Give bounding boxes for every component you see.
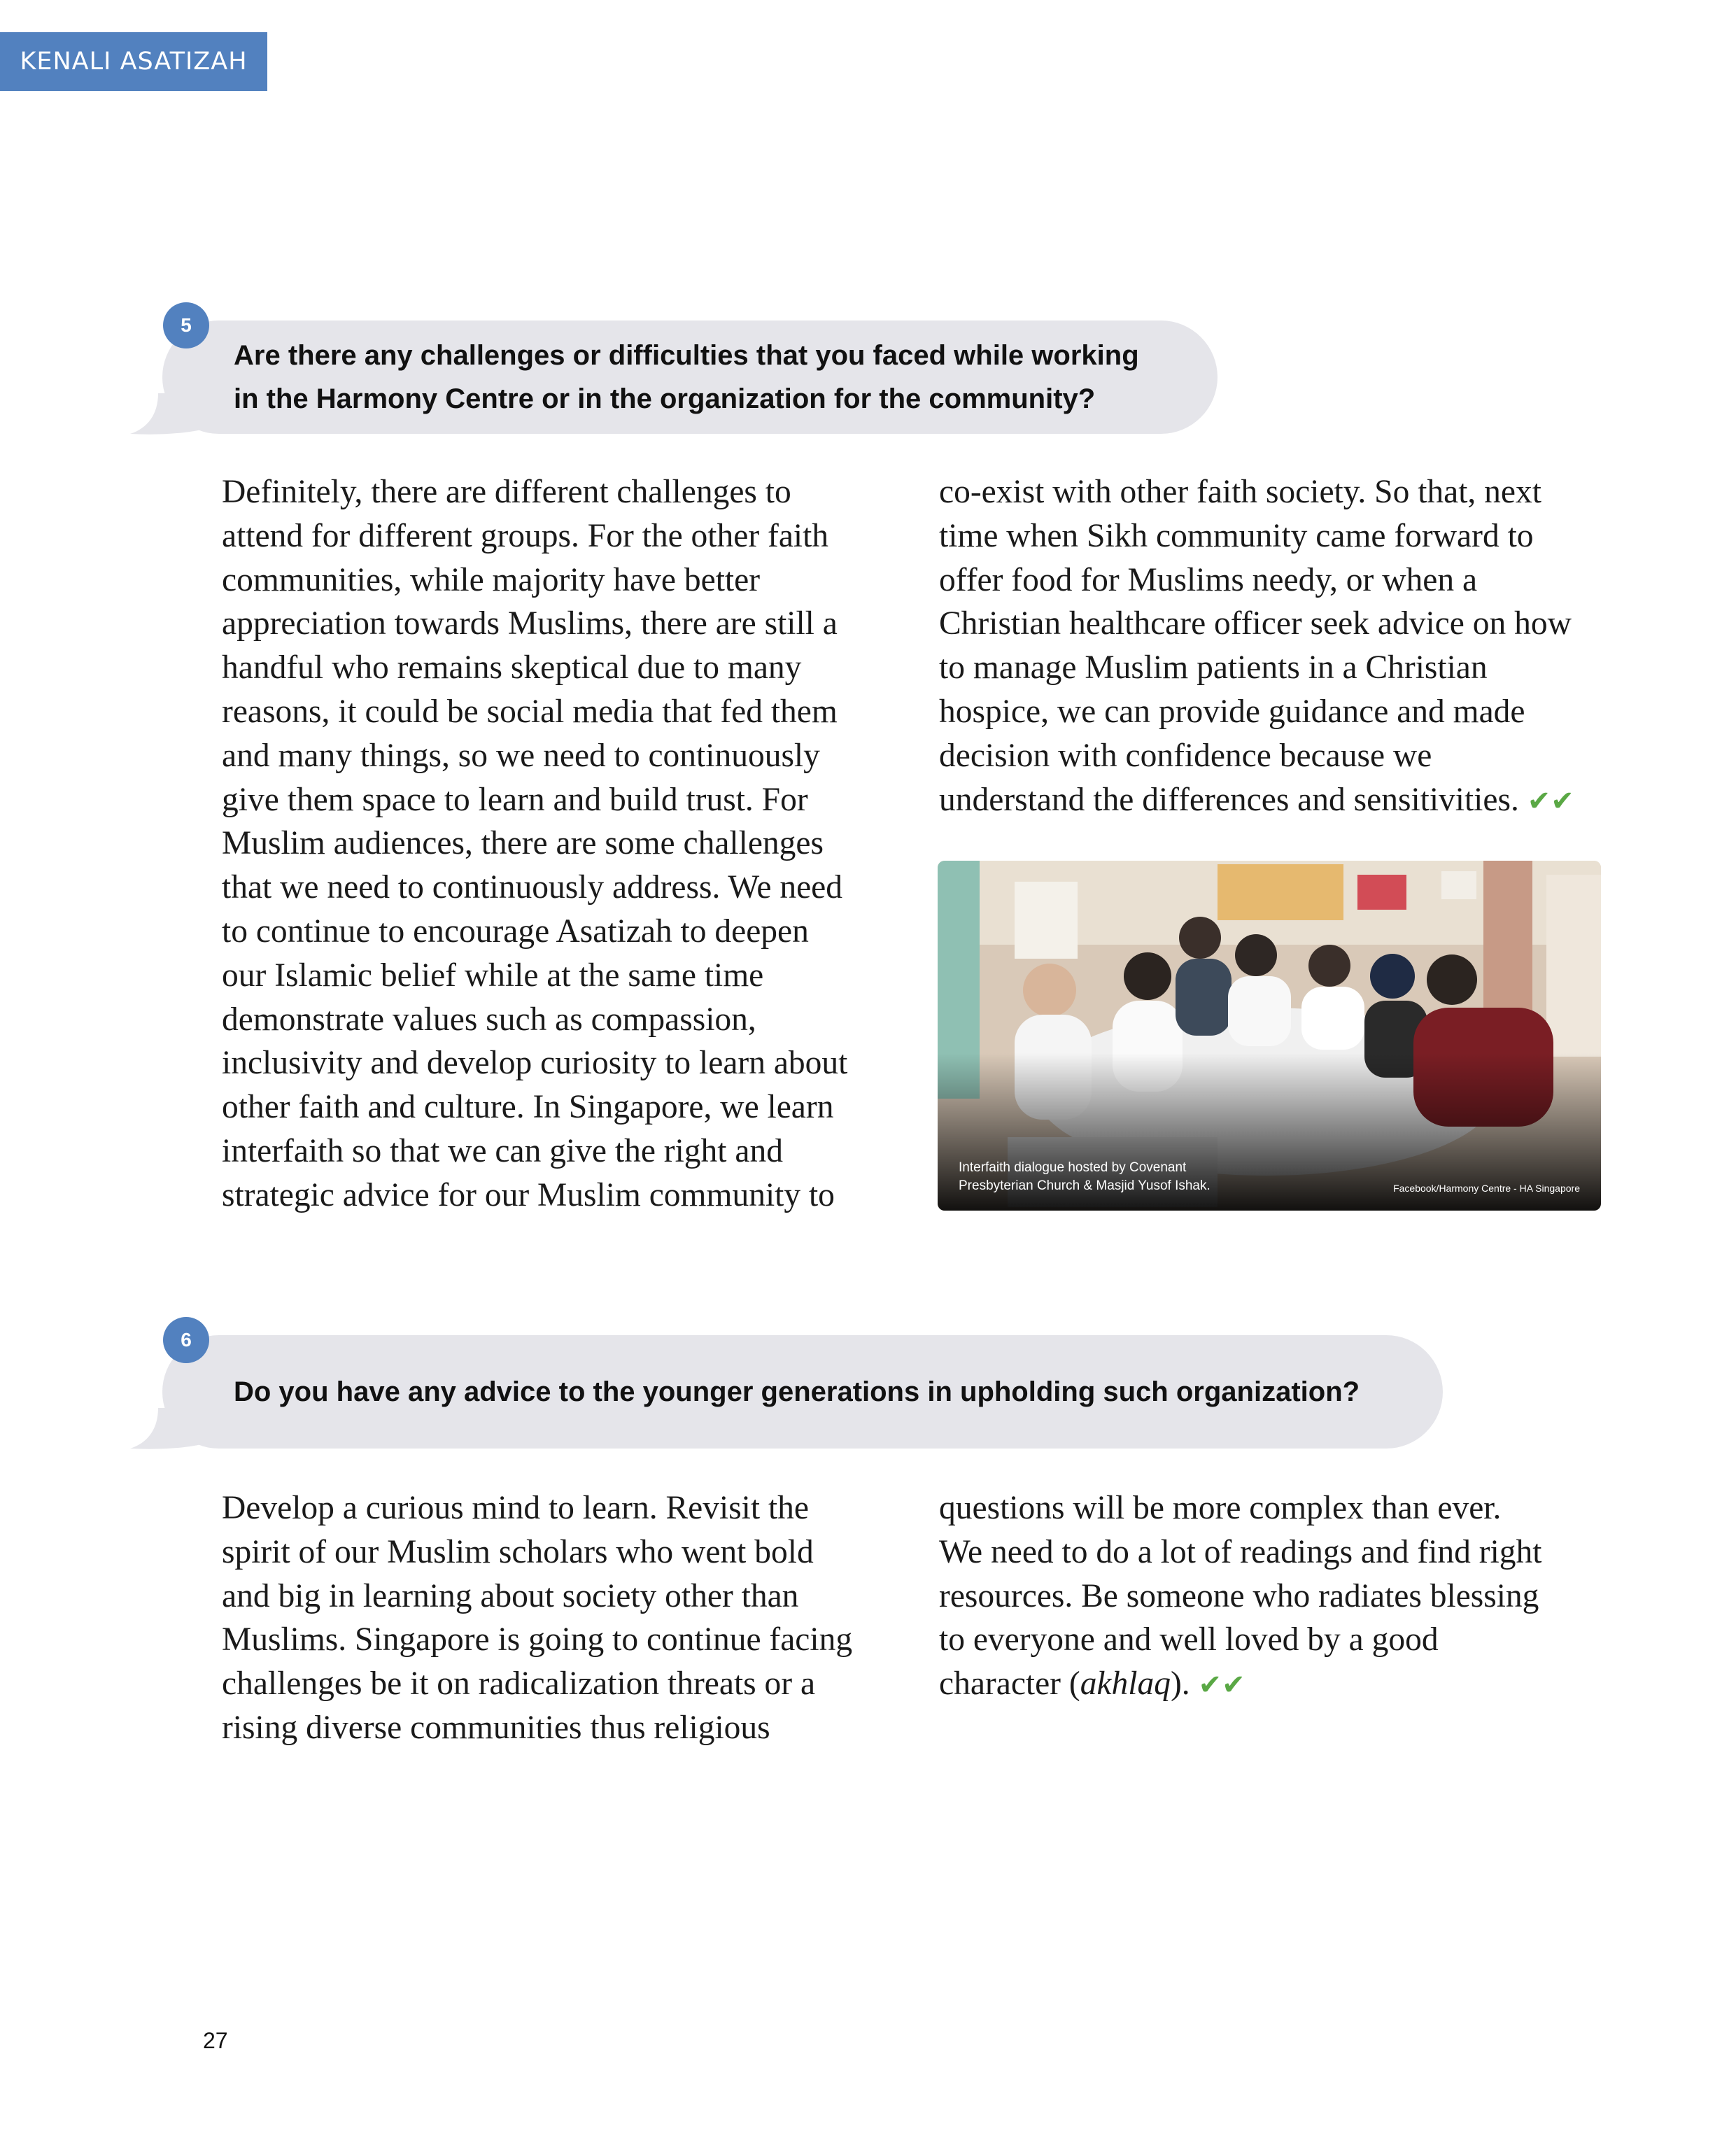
question-number-badge: 5 [163, 302, 209, 348]
answer-line: We need to do a lot of readings and find right [939, 1533, 1542, 1570]
answer-line: Christian healthcare officer seek advice on how [939, 605, 1572, 642]
answer-line: to continue to encourage Asatizah to deepen [222, 913, 809, 950]
answer-line: spirit of our Muslim scholars who went bold [222, 1533, 814, 1570]
answer-line: Muslim audiences, there are some challenges [222, 825, 824, 862]
answer-line: that we need to continuously address. We need [222, 869, 843, 906]
photo-caption [959, 1159, 1211, 1195]
answer-line: and big in learning about society other than [222, 1577, 799, 1614]
answer-line: strategic advice for our Muslim community to [222, 1176, 835, 1213]
answer-text: understand the differences and sensitivities. [939, 781, 1519, 818]
answer-line: rising diverse communities thus religious [222, 1709, 770, 1746]
question-5-line-2: in the Harmony Centre or in the organization for the community? [234, 383, 1096, 414]
caption-line: Interfaith dialogue hosted by Covenant [959, 1160, 1187, 1175]
answer-6-left-column [222, 1486, 922, 1750]
answer-line: and many things, so we need to continuously [222, 737, 820, 774]
answer-line: handful who remains skeptical due to many [222, 649, 802, 686]
answer-line: hospice, we can provide guidance and made [939, 693, 1525, 730]
answer-line: inclusivity and develop curiosity to learn about [222, 1045, 848, 1082]
answer-line: resources. Be someone who radiates blessing [939, 1577, 1539, 1614]
answer-line: time when Sikh community came forward to [939, 517, 1534, 554]
double-check-icon: ✔✔ [1527, 784, 1574, 817]
double-check-icon: ✔✔ [1198, 1669, 1245, 1702]
event-photo [938, 861, 1601, 1211]
answer-line-last [939, 778, 1639, 824]
answer-line: communities, while majority have better [222, 561, 761, 598]
question-5-line-1: Are there any challenges or difficulties that you faced while working [234, 340, 1139, 371]
answer-line: interfaith so that we can give the right and [222, 1132, 783, 1169]
group-photo-illustration [938, 861, 1601, 1211]
speech-bubble-tail [130, 1408, 207, 1450]
answer-line: demonstrate values such as compassion, [222, 1001, 756, 1038]
question-6-bubble [162, 1335, 1443, 1449]
answer-line: reasons, it could be social media that fed them [222, 693, 838, 730]
answer-line: decision with confidence because we [939, 737, 1432, 774]
question-6-line-1: Do you have any advice to the younger generations in upholding such organization? [234, 1376, 1360, 1407]
answer-5-right-column [939, 470, 1639, 823]
italic-term: akhlaq [1080, 1665, 1171, 1703]
answer-line: challenges be it on radicalization threats or a [222, 1665, 816, 1703]
answer-line: Definitely, there are different challenges to [222, 474, 791, 510]
page-number: 27 [203, 2028, 228, 2053]
answer-line: Develop a curious mind to learn. Revisit the [222, 1490, 809, 1526]
answer-line: Muslims. Singapore is going to continue facing [222, 1621, 853, 1658]
answer-text: ). [1170, 1665, 1190, 1703]
answer-line: give them space to learn and build trust. For [222, 781, 808, 818]
answer-line-last [939, 1662, 1639, 1707]
answer-line: offer food for Muslims needy, or when a [939, 561, 1478, 598]
answer-5-left-column [222, 470, 915, 1218]
answer-line: co-exist with other faith society. So that, next [939, 474, 1541, 510]
question-number-badge: 6 [163, 1317, 209, 1363]
answer-text: character ( [939, 1665, 1080, 1703]
caption-line: Presbyterian Church & Masjid Yusof Ishak. [959, 1178, 1211, 1193]
answer-6-right-column [939, 1486, 1639, 1707]
answer-line: appreciation towards Muslims, there are still a [222, 605, 838, 642]
question-5-bubble [162, 320, 1218, 434]
answer-line: other faith and culture. In Singapore, we learn [222, 1089, 834, 1126]
answer-line: to manage Muslim patients in a Christian [939, 649, 1488, 686]
answer-line: questions will be more complex than ever. [939, 1490, 1502, 1526]
answer-line: our Islamic belief while at the same time [222, 957, 764, 994]
photo-credit: Facebook/Harmony Centre - HA Singapore [1393, 1183, 1580, 1194]
answer-line: to everyone and well loved by a good [939, 1621, 1439, 1658]
section-label: KENALI ASATIZAH [0, 32, 267, 91]
speech-bubble-tail [130, 393, 207, 435]
answer-line: attend for different groups. For the other faith [222, 517, 829, 554]
